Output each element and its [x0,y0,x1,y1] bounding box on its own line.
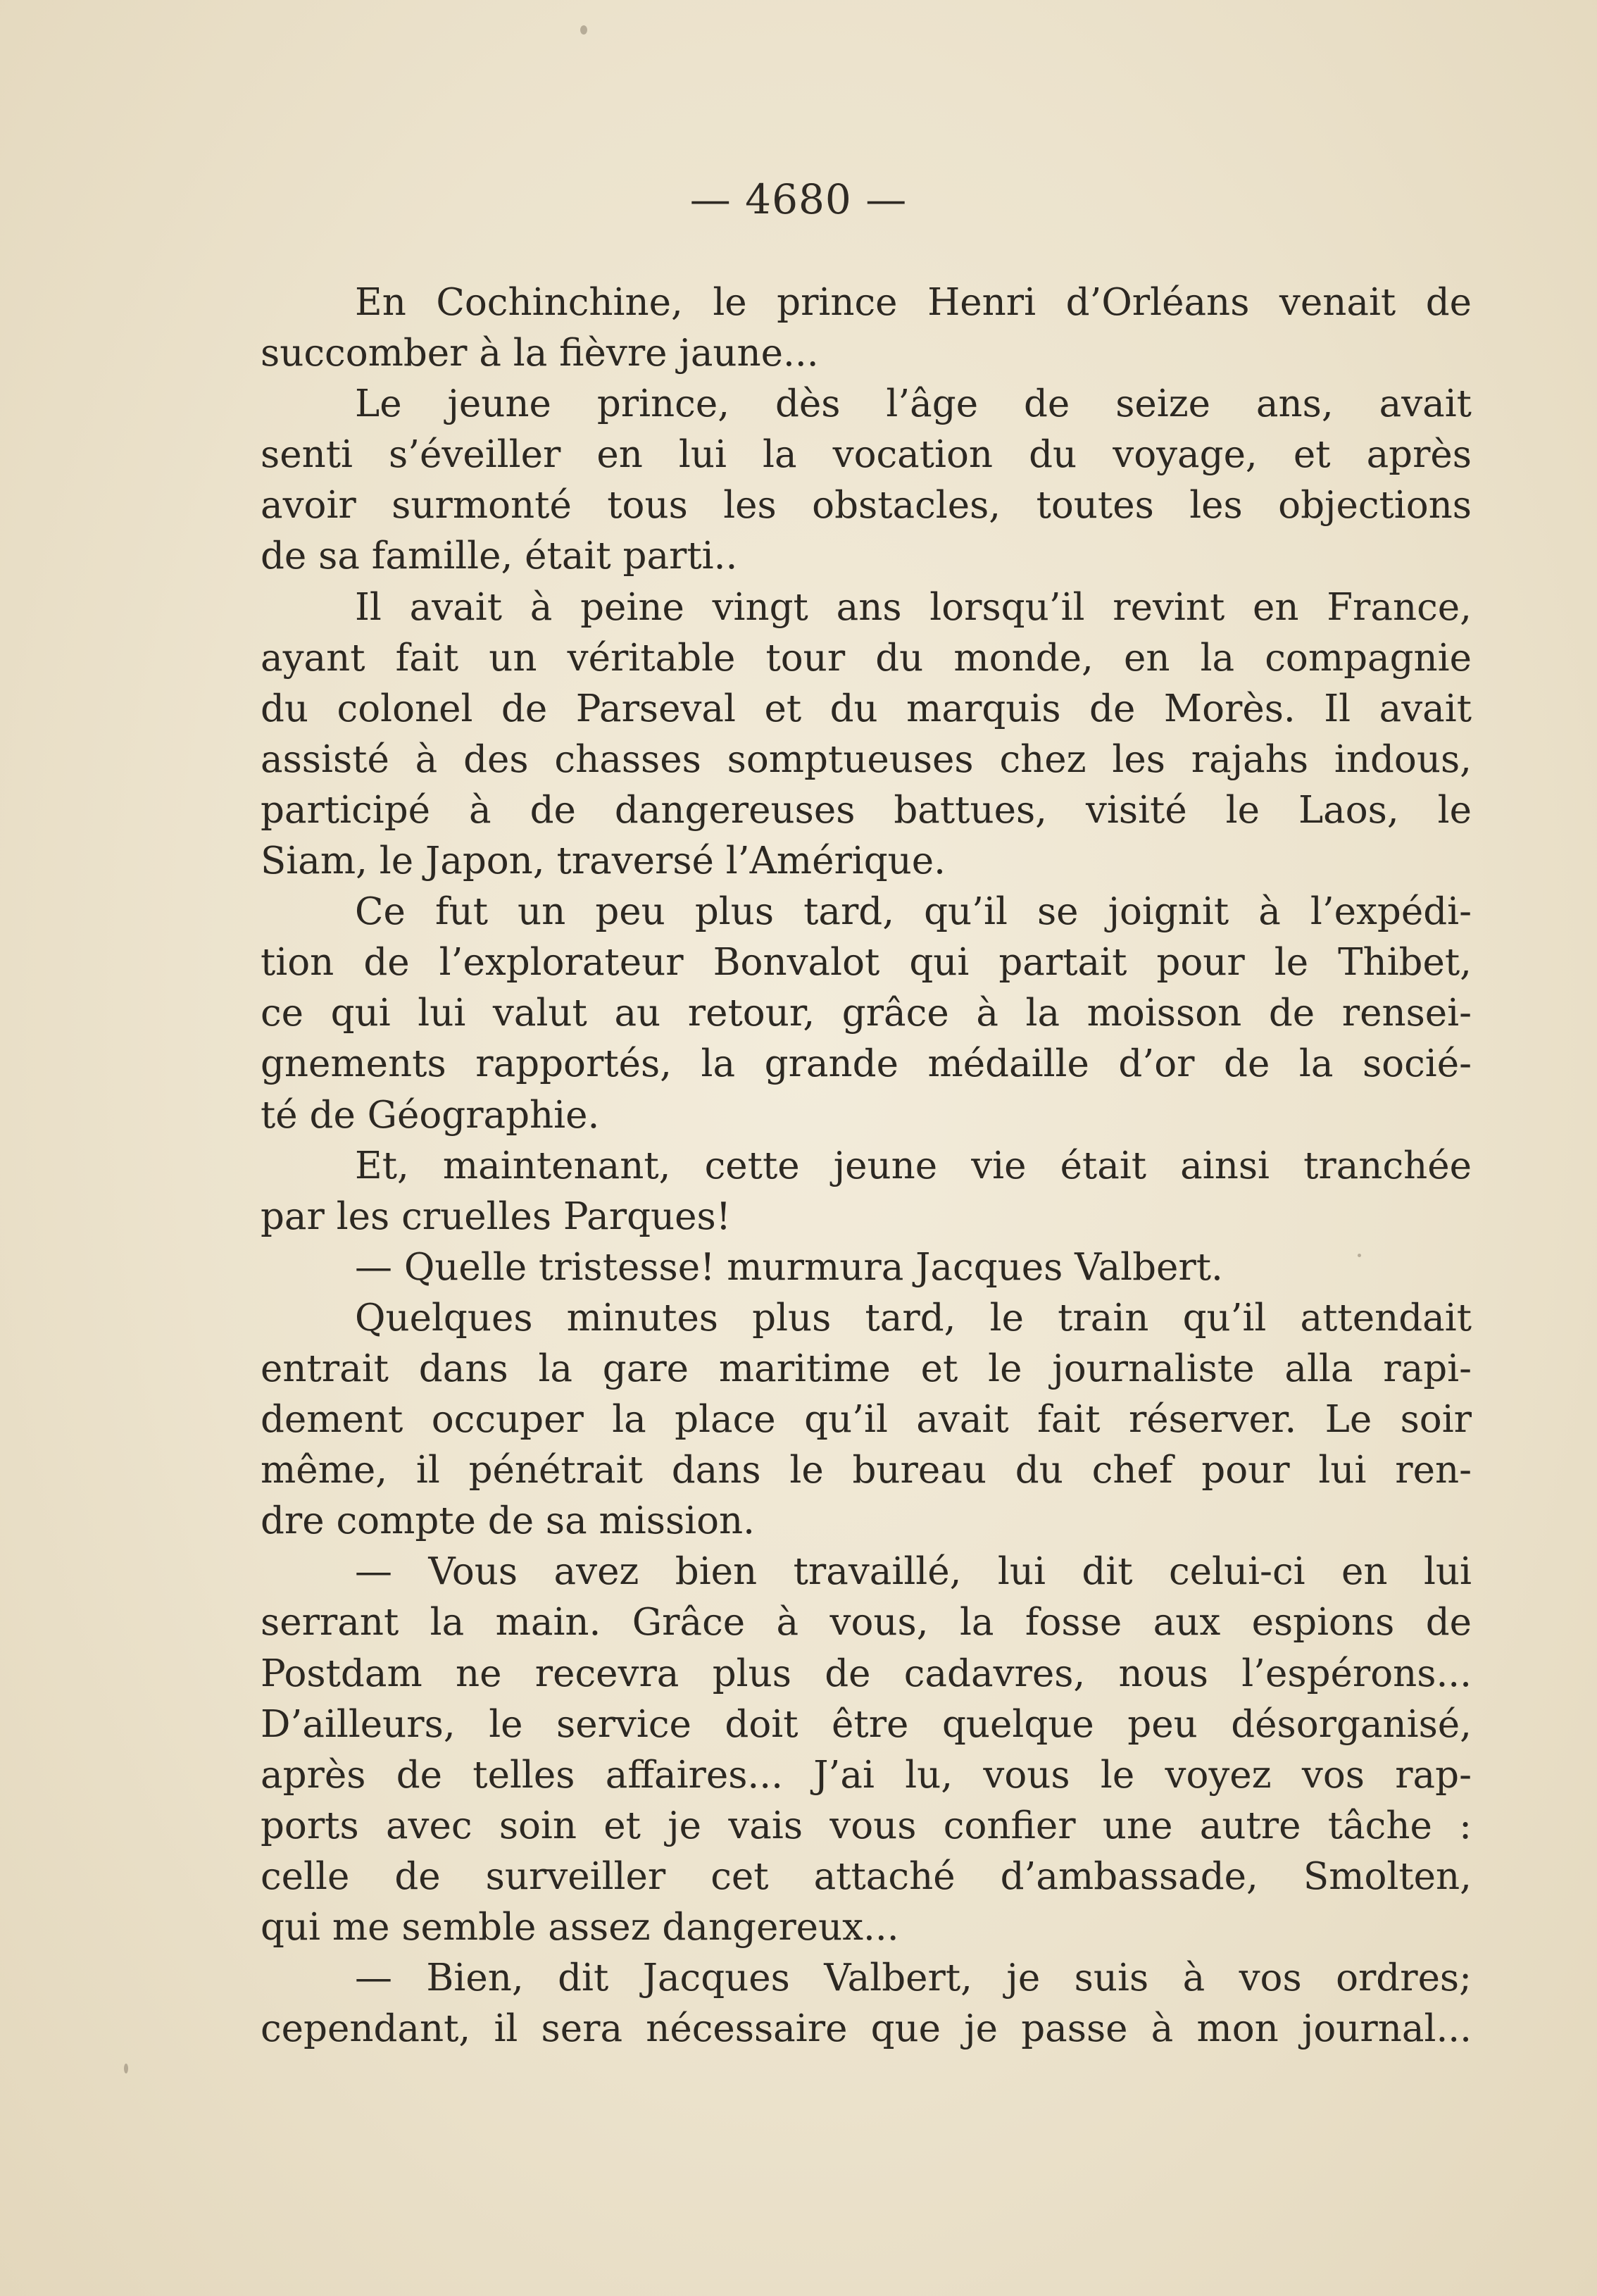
text-line: par les cruelles Parques! [261,1194,732,1238]
text-line: après de telles affaires... J’ai lu, vous le voyez vos rap- [261,1753,1472,1797]
text-line: avoir surmonté tous les obstacles, toutes les objections [261,484,1472,528]
text-line: tion de l’explorateur Bonvalot qui partait pour le Thibet, [261,941,1472,985]
text-line: té de Géographie. [261,1093,600,1137]
text-line: celle de surveiller cet attaché d’ambassade, Smolten, [261,1854,1472,1898]
text-line: dre compte de sa mission. [261,1499,755,1543]
text-line: ports avec soin et je vais vous confier une autre tâche : [261,1804,1472,1847]
text-line: Le jeune prince, dès l’âge de seize ans, avait [355,382,1472,426]
text-line: cependant, il sera nécessaire que je passe à mon journal... [261,2007,1472,2051]
text-line: gnements rapportés, la grande médaille d’or de la socié- [261,1042,1472,1086]
page-number: — 4680 — [689,175,908,223]
text-line: succomber à la fièvre jaune... [261,332,819,375]
text-line: serrant la main. Grâce à vous, la fosse aux espions de [261,1601,1472,1645]
text-line: participé à de dangereuses battues, visité le Laos, le [261,788,1472,832]
text-line: même, il pénétrait dans le bureau du chef pour lui ren- [261,1449,1472,1492]
text-line: entrait dans la gare maritime et le journaliste alla rapi- [261,1347,1472,1390]
ink-speck [580,25,587,35]
ink-speck [124,2064,128,2073]
text-line: qui me semble assez dangereux... [261,1906,899,1949]
text-line: du colonel de Parseval et du marquis de Morès. Il avait [261,687,1472,730]
text-line: D’ailleurs, le service doit être quelque peu désorganisé, [261,1702,1472,1746]
text-line: Ce fut un peu plus tard, qu’il se joignit à l’expédi- [355,890,1472,934]
text-line: — Bien, dit Jacques Valbert, je suis à vos ordres; [355,1957,1472,2000]
text-line: senti s’éveiller en lui la vocation du voyage, et après [261,433,1472,477]
text-line: — Vous avez bien travaillé, lui dit celui-ci en lui [355,1550,1472,1594]
text-line: Et, maintenant, cette jeune vie était ainsi tranchée [355,1144,1472,1187]
text-line: ayant fait un véritable tour du monde, en la compagnie [261,636,1472,680]
text-line: assisté à des chasses somptueuses chez les rajahs indous, [261,737,1472,781]
body-text [261,277,1472,2054]
text-line: Siam, le Japon, traversé l’Amérique. [261,840,946,883]
text-line: En Cochinchine, le prince Henri d’Orléans venait de [355,281,1472,324]
text-line: — Quelle tristesse! murmura Jacques Valbert. [355,1245,1223,1289]
text-line: Il avait à peine vingt ans lorsqu’il revint en France, [355,585,1472,629]
text-line: Quelques minutes plus tard, le train qu’il attendait [355,1296,1472,1340]
text-line: ce qui lui valut au retour, grâce à la moisson de rensei- [261,992,1472,1035]
text-line: Postdam ne recevra plus de cadavres, nous l’espérons... [261,1652,1472,1695]
text-line: dement occuper la place qu’il avait fait réserver. Le soir [261,1398,1472,1442]
text-line: de sa famille, était parti.. [261,535,738,578]
